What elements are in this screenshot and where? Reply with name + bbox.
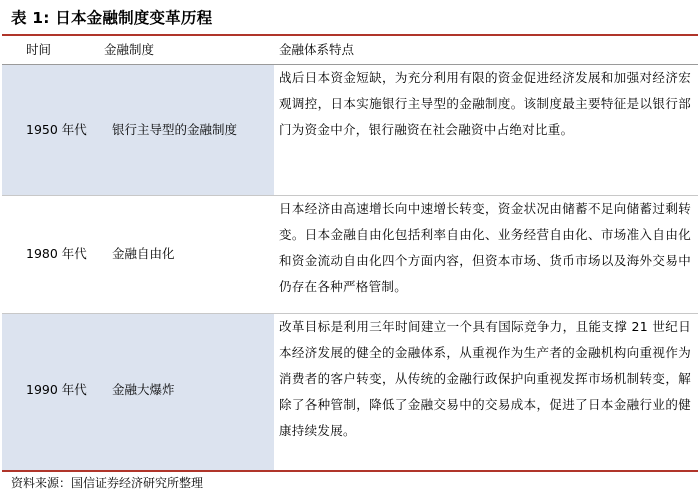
table-row bbox=[2, 65, 698, 195]
table-header bbox=[2, 36, 698, 64]
cell-system: 银行主导型的金融制度 bbox=[112, 122, 238, 137]
cell-time: 1950 年代 bbox=[26, 122, 87, 137]
header-system: 金融制度 bbox=[104, 42, 155, 57]
cell-features: 改革目标是利用三年时间建立一个具有国际竞争力，且能支撑 21 世纪日本经济发展的健全的金融体系，从重视作为生产者的金融机构向重视作为消费者的客户转变，从传统的金融行政保护向重视发挥市场机制转变，解除了各种管制，降低了金融交易中的交易成本，促进了日本金融行业的健康持续发展。 bbox=[279, 319, 691, 438]
cell-system: 金融自由化 bbox=[112, 246, 175, 261]
table-title: 表 1: 日本金融制度变革历程 bbox=[11, 9, 213, 27]
cell-time: 1990 年代 bbox=[26, 382, 87, 397]
source-note: 资料来源：国信证券经济研究所整理 bbox=[11, 476, 204, 490]
cell-features: 战后日本资金短缺，为充分利用有限的资金促进经济发展和加强对经济宏观调控，日本实施银行主导型的金融制度。该制度最主要特征是以银行部门为资金中介，银行融资在社会融资中占绝对比重。 bbox=[279, 70, 691, 137]
table-bottom-divider bbox=[2, 470, 698, 472]
table-row bbox=[2, 314, 698, 470]
cell-time: 1980 年代 bbox=[26, 246, 87, 261]
cell-features: 日本经济由高速增长向中速增长转变，资金状况由储蓄不足向储蓄过剩转变。日本金融自由化包括利率自由化、业务经营自由化、市场准入自由化和资金流动自由化四个方面内容，但资本市场、货币市场以及海外交易中仍存在各种严格管制。 bbox=[279, 201, 691, 294]
header-features: 金融体系特点 bbox=[279, 42, 355, 57]
table-row bbox=[2, 196, 698, 313]
header-time: 时间 bbox=[26, 42, 52, 57]
cell-system: 金融大爆炸 bbox=[112, 382, 175, 397]
